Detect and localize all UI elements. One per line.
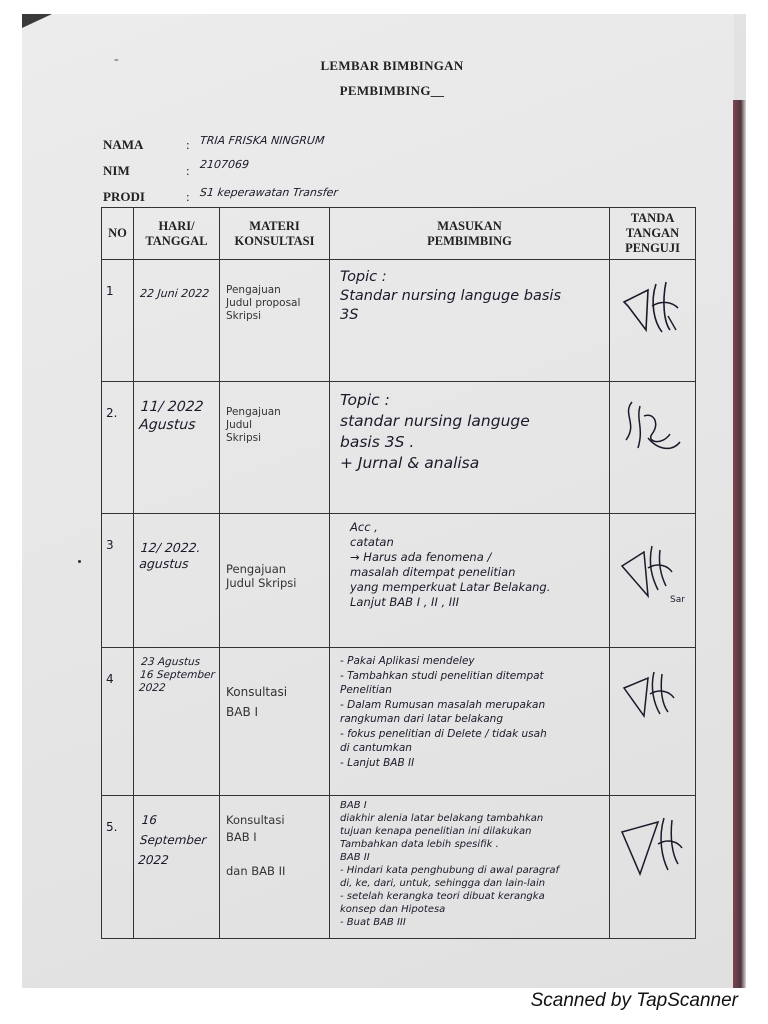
corner-fold <box>22 14 52 28</box>
row-masukan: Acc , catatan → Harus ada fenomena / masalah ditempat penelitian yang memperkuat Latar Belakang. Lanjut BAB I , II , III <box>350 520 551 609</box>
page-edge-shadow <box>733 100 746 988</box>
prodi-colon: : <box>186 189 190 204</box>
row-no: 5. <box>106 820 118 834</box>
stray-mark: - <box>114 52 119 67</box>
nim-colon: : <box>186 163 190 178</box>
table-row <box>102 382 696 514</box>
row-materi: Pengajuan Judul proposal Skripsi <box>226 284 301 322</box>
scanner-credit: Scanned by TapScanner <box>530 990 738 1011</box>
prodi-label: PRODI <box>103 189 145 204</box>
row-masukan: Topic : standar nursing languge basis 3S . + Jurnal & analisa <box>340 391 530 472</box>
table-header-row <box>102 208 696 260</box>
signature-icon <box>618 660 688 730</box>
nama-colon: : <box>186 137 190 152</box>
nama-value: TRIA FRISKA NINGRUM <box>199 134 326 147</box>
header-tanda-tangan: TANDA TANGAN PENGUJI <box>610 208 696 260</box>
row-masukan: - Pakai Aplikasi mendeley - Tambahkan studi penelitian ditempat Penelitian - Dalam Rumusan masalah merupakan rangkuman dari latar belakang - fokus penelitian di Delete / tidak usah di cantumkan - Lanjut BAB II <box>340 655 547 769</box>
row-materi: Konsultasi BAB I <box>226 685 288 719</box>
signature-icon <box>618 394 688 464</box>
prodi-value: S1 keperawatan Transfer <box>199 186 339 199</box>
svg-text:Sar: Sar <box>670 595 685 605</box>
row-no: 3 <box>106 538 114 552</box>
nim-label: NIM <box>103 163 130 178</box>
nim-value: 2107069 <box>199 158 250 171</box>
row-masukan: BAB I diakhir alenia latar belakang tambahkan tujuan kenapa penelitian ini dilakukan Tambahkan data lebih spesifik . BAB II - Hindari kata penghubung di awal paragraf di, ke, dari, untuk, sehingga dan lain-lain - setelah kerangka teori dibuat kerangka konsep dan Hipotesa - Buat BAB III <box>340 800 560 928</box>
header-no: NO <box>102 208 134 260</box>
signature-icon <box>618 526 690 606</box>
nama-label: NAMA <box>103 137 144 152</box>
row-date: 16 September 2022 <box>137 813 207 867</box>
row-no: 1 <box>106 284 114 298</box>
table-row <box>102 260 696 382</box>
consultation-table <box>101 207 696 939</box>
row-materi: Pengajuan Judul Skripsi <box>226 562 297 590</box>
row-no: 2. <box>106 406 118 420</box>
header-masukan: MASUKAN PEMBIMBING <box>330 208 610 260</box>
document-subtitle: PEMBIMBING__ <box>339 83 445 98</box>
row-date: 22 Juni 2022 <box>139 287 210 300</box>
row-masukan: Topic : Standar nursing languge basis 3S <box>340 269 562 323</box>
row-materi: Pengajuan Judul Skripsi <box>226 406 281 444</box>
row-date: 11/ 2022 Agustus <box>138 399 205 433</box>
row-no: 4 <box>106 672 114 686</box>
row-materi: Konsultasi BAB I dan BAB II <box>226 813 286 878</box>
header-materi: MATERI KONSULTASI <box>220 208 330 260</box>
table-row <box>102 648 696 796</box>
header-hari-tanggal: HARI/ TANGGAL <box>134 208 220 260</box>
table-row <box>102 796 696 939</box>
stray-dot <box>78 560 81 563</box>
document-title: LEMBAR BIMBINGAN <box>320 58 464 73</box>
row-date: 23 Agustus 16 September 2022 <box>138 656 216 694</box>
signature-icon <box>618 808 690 888</box>
table-row <box>102 514 696 648</box>
row-date: 12/ 2022. agustus <box>138 540 202 571</box>
signature-icon <box>618 272 688 342</box>
